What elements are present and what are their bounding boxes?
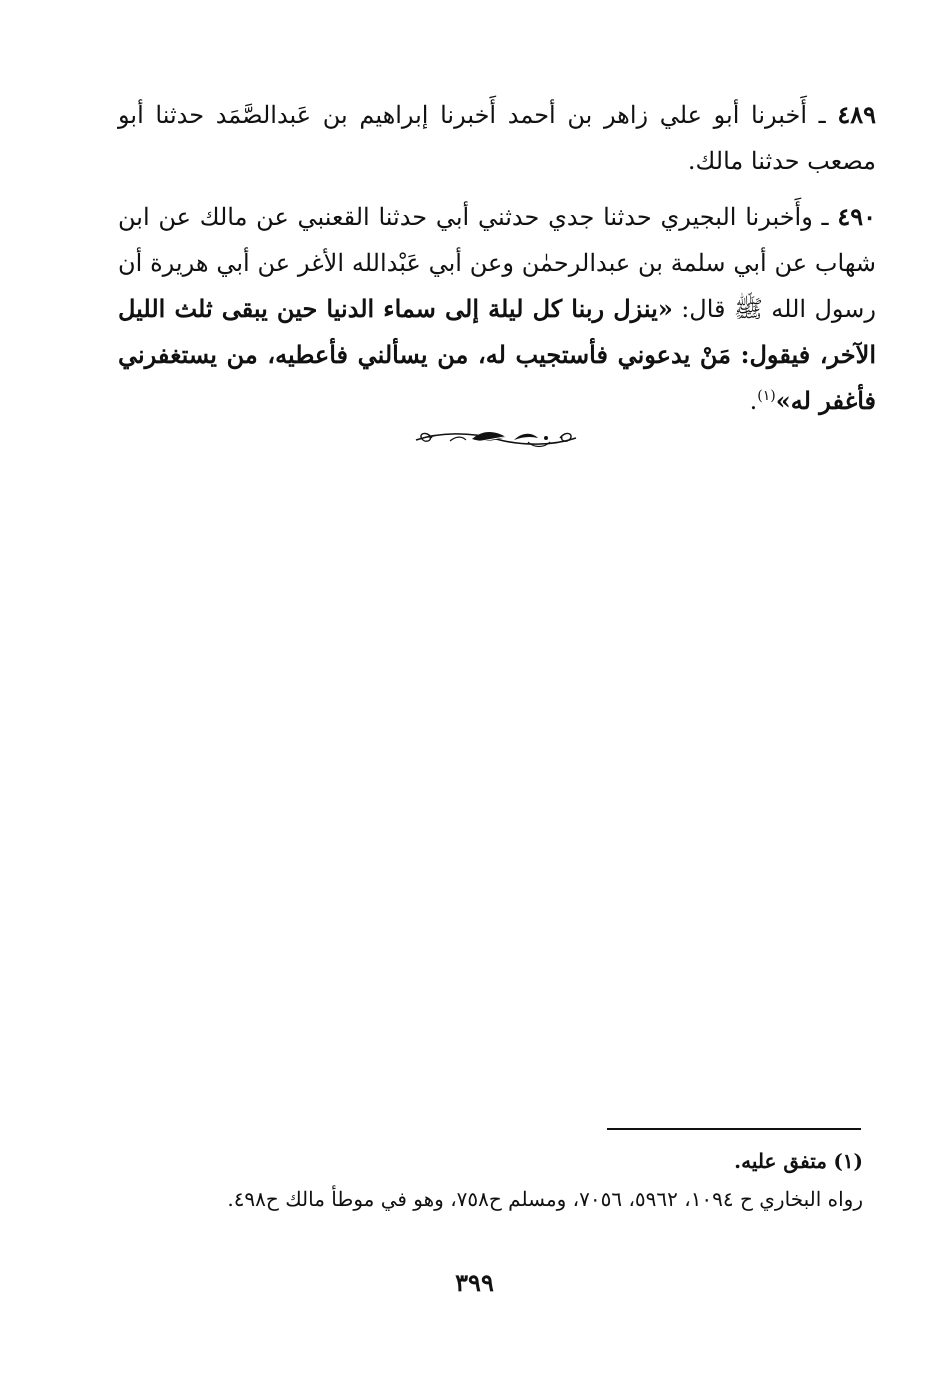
footnote-line [108,1142,863,1180]
hadith-quote: «ينزل ربنا كل ليلة إلى سماء الدنيا حين يبقى ثلث الليل الآخر، فيقول: مَنْ يدعوني فأستجيب له، من يسألني فأعطيه، من يستغفرني فأغفر له» [118,294,876,415]
footnote-marker: (١) [833,1149,863,1173]
hadith-490 [118,194,876,424]
footnote-separator [607,1128,861,1130]
decorative-divider-icon [410,424,582,454]
hadith-text: ـ أَخبرنا أبو علي زاهر بن أحمد أَخبرنا إبراهيم بن عَبدالصَّمَد حدثنا أبو مصعب حدثنا مالك. [118,101,876,175]
hadith-489 [118,92,876,184]
page-number: ٣٩٩ [455,1268,494,1297]
footnote [108,1142,863,1218]
hadith-number: ٤٨٩ [837,100,876,129]
footnote-body: رواه البخاري ح ١٠٩٤، ٥٩٦٢، ٧٠٥٦، ومسلم ح٧٥٨، وهو في موطأ مالك ح٤٩٨. [227,1187,863,1211]
main-text [118,92,876,434]
hadith-end: . [749,387,758,415]
footnote-reference: (١) [757,388,776,404]
hadith-number: ٤٩٠ [837,202,876,231]
footnote-title: متفق عليه. [734,1149,827,1173]
hadith-text: ـ وأَخبرنا البجيري حدثنا جدي حدثني أبي حدثنا القعنبي عن مالك عن ابن شهاب عن أبي سلمة بن عبدالرحمٰن وعن أبي عَبْدالله الأغر عن أبي هريرة أن رسول الله ﷺ قال: [118,203,876,323]
